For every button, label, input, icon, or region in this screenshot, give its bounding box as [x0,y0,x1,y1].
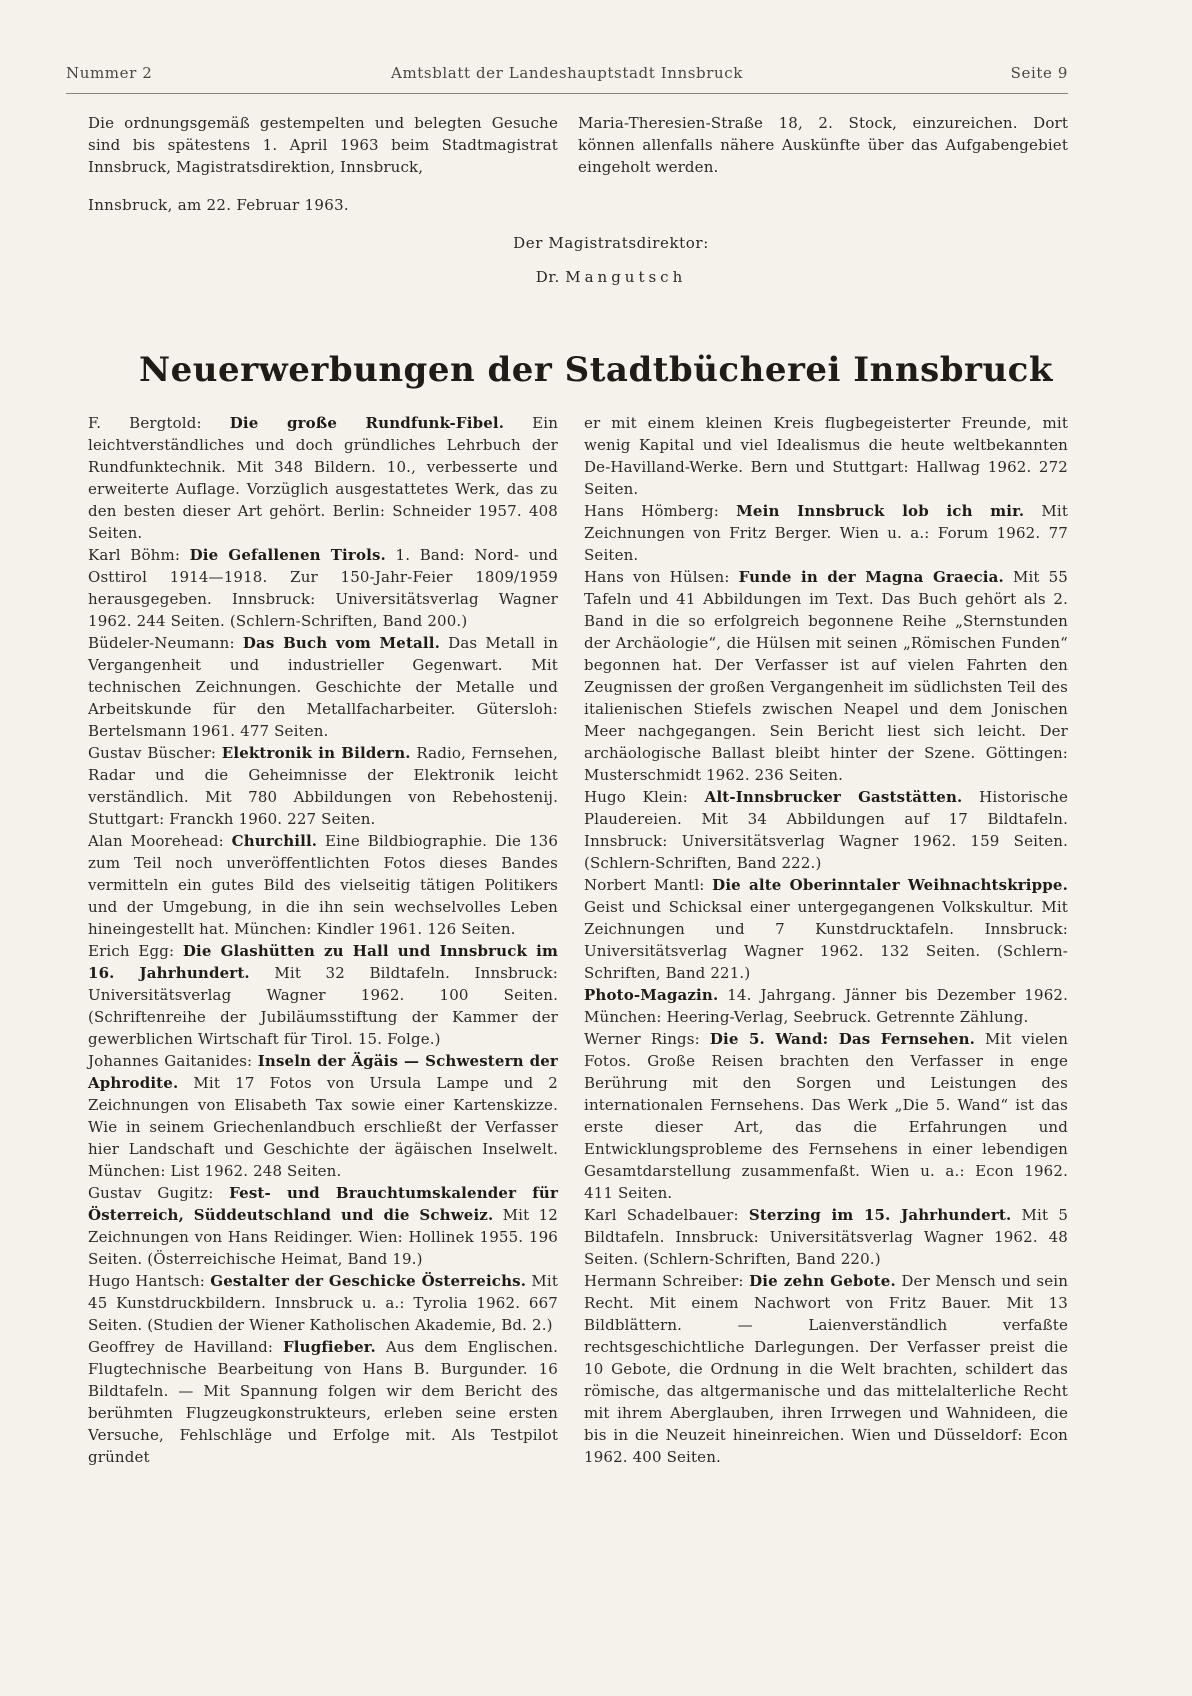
book-description: Der Mensch und sein Recht. Mit einem Nachwort von Fritz Bauer. Mit 13 Bildblättern. — Laienverständlich verfaßte rechtsgeschichtliche Darlegungen. Der Verfasser preist die 10 Gebote, die Ordnung in die Welt brachten, schildert das römische, das altgermanische und das mittelalterliche Recht mit ihrem Aberglauben, ihren Irrwegen und Wahnideen, die bis in die Neuzeit hineinreichen. Wien und Düsseldorf: Econ 1962. 400 Seiten. [584,1272,1069,1466]
book-entry [88,940,558,1050]
book-title: Die 5. Wand: Das Fernsehen. [709,1030,976,1048]
book-entry [88,1270,558,1336]
book-description: 14. Jahrgang. Jänner bis Dezember 1962. München: Heering-Verlag, Seebruck. Getrennte Zählung. [584,986,1068,1026]
book-title: Fest- und Brauchtumskalender für Österreich, Süddeutschland und die Schweiz. [88,1184,559,1224]
book-title: Die große Rundfunk-Fibel. [229,414,505,432]
issue-number: Nummer 2 [66,64,153,82]
book-entry [584,984,1068,1028]
page-number: Seite 9 [1010,64,1068,82]
book-description: Eine Bildbiographie. Die 136 zum Teil noch unveröffentlichten Fotos dieses Bandes vermitteln ein gutes Bild des vielseitig tätigen Politikers und der Umgebung, in die ihn sein wechselvolles Leben hineingestellt hat. München: Kindler 1961. 126 Seiten. [88,832,559,938]
book-author: Hugo Klein: [584,788,688,806]
book-description: Ein leichtverständliches und doch gründliches Lehrbuch der Rundfunktechnik. Mit 348 Bildern. 10., verbesserte und erweiterte Auflage. Vorzüglich ausgestattetes Werk, das zu den besten dieser Art gehört. Berlin: Schneider 1957. 408 Seiten. [88,414,559,542]
book-title: Inseln der Ägäis — Schwestern der Aphrodite. [88,1052,558,1092]
book-author: Alan Moorehead: [88,832,224,850]
book-entry [584,500,1068,566]
book-entry [88,412,558,544]
book-author: Büdeler-Neumann: [88,634,235,652]
book-author: Erich Egg: [88,942,175,960]
section-title: Neuerwerbungen der Stadtbücherei Innsbruck [139,350,1053,390]
book-description: Mit 17 Fotos von Ursula Lampe und 2 Zeichnungen von Elisabeth Tax sowie einer Kartenskizze. Wie in seinem Griechenlandbuch erschließt der Verfasser hier Landschaft und Geschichte der ägäischen Inselwelt. München: List 1962. 248 Seiten. [88,1074,559,1180]
book-title: Die zehn Gebote. [749,1272,896,1290]
book-author: Hans Hömberg: [584,502,719,520]
book-description: Mit Zeichnungen von Fritz Berger. Wien u. a.: Forum 1962. 77 Seiten. [584,502,1068,564]
notice-paragraph-left: Die ordnungsgemäß gestempelten und belegten Gesuche sind bis spätestens 1. April 1963 beim Stadtmagistrat Innsbruck, Magistratsdirektion, Innsbruck, [88,114,558,176]
book-author: Karl Schadelbauer: [584,1206,739,1224]
book-entry [88,742,558,830]
book-title: Alt-Innsbrucker Gaststätten. [704,788,963,806]
book-description: Mit vielen Fotos. Große Reisen brachten den Verfasser in enge Berührung mit den Sorgen und Leistungen des internationalen Fernsehens. Das Werk „Die 5. Wand“ ist das erste dieser Art, das die Erfahrungen und Entwicklungsprobleme des Fernsehens in einer lebendigen Gesamtdarstellung zusammenfaßt. Wien u. a.: Econ 1962. 411 Seiten. [584,1030,1069,1202]
book-title: Die Gefallenen Tirols. [189,546,386,564]
book-title: Die Glashütten zu Hall und Innsbruck im 16. Jahrhundert. [88,942,558,982]
book-entry [88,1336,558,1468]
book-title: Mein Innsbruck lob ich mir. [736,502,1025,520]
book-description: Mit 32 Bildtafeln. Innsbruck: Universitätsverlag Wagner 1962. 100 Seiten. (Schriftenreihe der Jubiläumsstiftung der Kammer der gewerblichen Wirtschaft für Tirol. 15. Folge.) [88,964,558,1048]
notice-text-right [578,112,1068,178]
book-description: Historische Plaudereien. Mit 34 Abbildungen auf 17 Bildtafeln. Innsbruck: Universitätsverlag Wagner 1962. 159 Seiten. (Schlern-Schriften, Band 222.) [584,788,1069,872]
book-title: Gestalter der Geschicke Österreichs. [210,1272,527,1290]
book-entry [88,1050,558,1182]
book-title: Churchill. [231,832,318,850]
book-title: Funde in der Magna Graecia. [738,568,1004,586]
book-author: Gustav Büscher: [88,744,217,762]
book-description: Mit 55 Tafeln und 41 Abbildungen im Text. Das Buch gehört als 2. Band in die so erfolgreich begonnene Reihe „Sternstunden der Archäologie“, die Hülsen mit seinen „Römischen Funden“ begonnen hat. Der Verfasser ist auf vielen Fahrten den Zeugnissen der großen Vergangenheit im südlichsten Teil des italienischen Stiefels zwischen Neapel und dem Jonischen Meer nachgegangen. Sein Bericht liest sich leicht. Der archäologische Ballast bleibt hinter der Szene. Göttingen: Musterschmidt 1962. 236 Seiten. [584,568,1068,784]
book-entry [584,1204,1068,1270]
header-rule [66,93,1068,94]
notice-text-left [88,112,558,178]
book-author: Gustav Gugitz: [88,1184,214,1202]
book-author: Norbert Mantl: [584,876,705,894]
book-author: Johannes Gaitanides: [88,1052,253,1070]
signature-role: Der Magistratsdirektor: [513,234,709,252]
book-description: er mit einem kleinen Kreis flugbegeisterter Freunde, mit wenig Kapital und viel Idealismus die heute weltbekannten De-Havilland-Werke. Bern und Stuttgart: Hallwag 1962. 272 Seiten. [584,414,1068,498]
book-entry [88,1182,558,1270]
book-description: Das Metall in Vergangenheit und industrieller Gegenwart. Mit technischen Zeichnungen. Geschichte der Metalle und Arbeitskunde für den Metallfacharbeiter. Gütersloh: Bertelsmann 1961. 477 Seiten. [88,634,559,740]
book-author: Werner Rings: [584,1030,700,1048]
book-list-right-column [584,412,1068,1468]
signature-name: Mangutsch [565,268,687,286]
signature-prefix: Dr. [535,268,560,286]
book-entry [584,874,1068,984]
book-entry [584,566,1068,786]
book-entry [584,786,1068,874]
book-description: Aus dem Englischen. Flugtechnische Bearbeitung von Hans B. Burgunder. 16 Bildtafeln. — Mit Spannung folgen wir dem Bericht des berühmten Flugzeugkonstrukteurs, erleben seine ersten Versuche, Fehlschläge und Erfolge mit. Als Testpilot gründet [88,1338,559,1466]
book-entry [88,544,558,632]
book-title: Sterzing im 15. Jahrhundert. [748,1206,1012,1224]
book-title: Elektronik in Bildern. [221,744,411,762]
book-entry [88,830,558,940]
book-description: Mit 5 Bildtafeln. Innsbruck: Universitätsverlag Wagner 1962. 48 Seiten. (Schlern-Schriften, Band 220.) [584,1206,1069,1268]
book-description: Mit 12 Zeichnungen von Hans Reidinger. Wien: Hollinek 1955. 196 Seiten. (Österreichische Heimat, Band 19.) [88,1206,558,1268]
book-author: Hermann Schreiber: [584,1272,744,1290]
book-author: F. Bergtold: [88,414,202,432]
publication-title: Amtsblatt der Landeshauptstadt Innsbruck [391,64,743,82]
book-description: Radio, Fernsehen, Radar und die Geheimnisse der Elektronik leicht verständlich. Mit 780 Abbildungen von Rebehostenij. Stuttgart: Franckh 1960. 227 Seiten. [88,744,559,828]
book-title: Die alte Oberinntaler Weihnachtskrippe. [712,876,1068,894]
book-author: Hugo Hantsch: [88,1272,205,1290]
book-author: Geoffrey de Havilland: [88,1338,274,1356]
book-author: Hans von Hülsen: [584,568,730,586]
dateline: Innsbruck, am 22. Februar 1963. [88,196,349,214]
book-entry [584,1028,1068,1204]
running-header [66,64,1068,90]
signature [0,268,1192,286]
book-title: Flugfieber. [282,1338,376,1356]
notice-paragraph-right: Maria-Theresien-Straße 18, 2. Stock, einzureichen. Dort können allenfalls nähere Auskünfte über das Aufgabengebiet eingeholt werden. [578,114,1068,176]
book-title: Photo-Magazin. [584,986,719,1004]
book-description: Mit 45 Kunstdruckbildern. Innsbruck u. a.: Tyrolia 1962. 667 Seiten. (Studien der Wiener Katholischen Akademie, Bd. 2.) [88,1272,559,1334]
book-description: 1. Band: Nord- und Osttirol 1914—1918. Zur 150-Jahr-Feier 1809/1959 herausgegeben. Innsbruck: Universitätsverlag Wagner 1962. 244 Seiten. (Schlern-Schriften, Band 200.) [88,546,559,630]
book-entry [88,632,558,742]
book-author: Karl Böhm: [88,546,181,564]
book-entry [584,1270,1068,1468]
book-entry [584,412,1068,500]
book-title: Das Buch vom Metall. [242,634,440,652]
book-list-left-column [88,412,558,1468]
book-description: Geist und Schicksal einer untergegangenen Volkskultur. Mit Zeichnungen und 7 Kunstdrucktafeln. Innsbruck: Universitätsverlag Wagner 1962. 132 Seiten. (Schlern-Schriften, Band 221.) [584,898,1068,982]
